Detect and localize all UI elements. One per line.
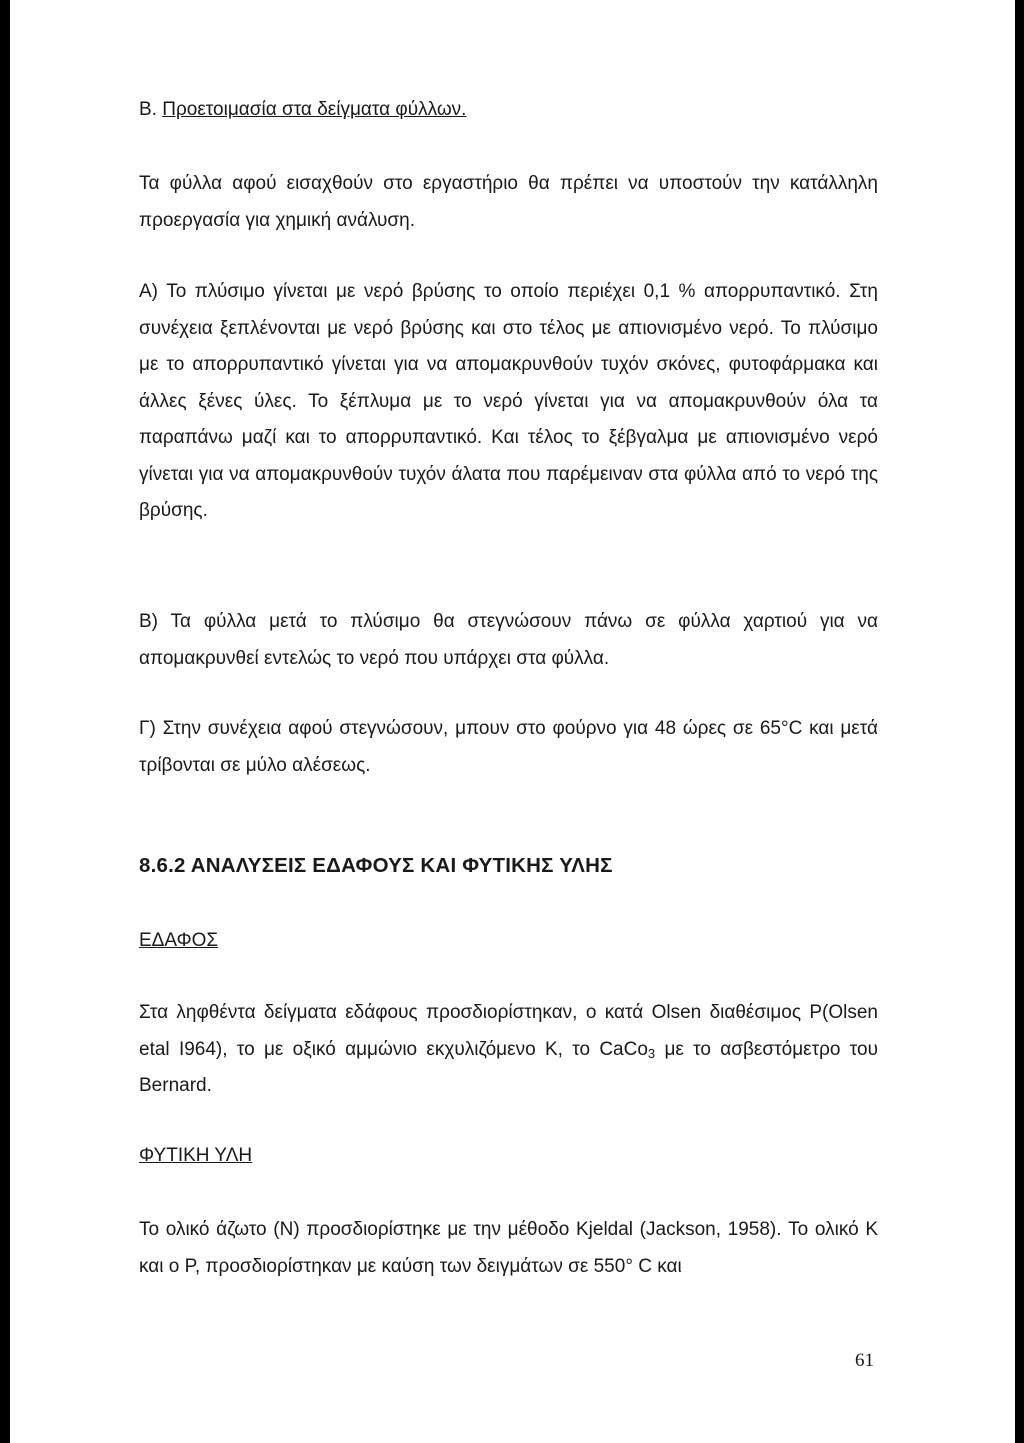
page-number: 61 <box>855 1350 874 1371</box>
soil-subscript: 3 <box>647 1045 656 1061</box>
soil-paragraph <box>139 995 878 1105</box>
soil-text-end: με το ασβεστόμετρο του Bernard. <box>139 1038 878 1096</box>
step-c-paragraph: Γ) Στην συνέχεια αφού στεγνώσουν, μπουν στο φούρνο για 48 ώρες σε 65°C και μετά τρίβονται σε μύλο αλέσεως. <box>139 718 878 776</box>
document-page <box>10 0 1015 1443</box>
plant-title: ΦΥΤΙΚΗ ΥΛΗ <box>139 1145 253 1166</box>
plant-paragraph: Το ολικό άζωτο (Ν) προσδιορίστηκε με την μέθοδο Kjeldal (Jackson, 1958). Το ολικό Κ και ο Ρ, προσδιορίστηκαν με καύση των δειγμάτων σε 550° C και <box>139 1219 878 1277</box>
soil-text-start: Στα ληφθέντα δείγματα εδάφους προσδιορίστηκαν, ο κατά Olsen διαθέσιμος P(Olsen etal I964), το με οξικό αμμώνιο εκχυλιζόμενο Κ, το CaCo <box>139 1002 878 1060</box>
step-a-paragraph: Α) Το πλύσιμο γίνεται με νερό βρύσης το οποίο περιέχει 0,1 % απορρυπαντικό. Στη συνέχεια ξεπλένονται με νερό βρύσης και στο τέλος με απιονισμένο νερό. Το πλύσιμο με το απορρυπαντικό γίνεται για να απομακρυνθούν τυχόν σκόνες, φυτοφάρμακα και άλλες ξένες ύλες. Το ξέπλυμα με το νερό γίνεται για να απομακρυνθούν όλα τα παραπάνω μαζί και το απορρυπαντικό. Και τέλος το ξέβγαλμα με απιονισμένο νερό γίνεται για να απομακρυνθούν τυχόν άλατα που παρέμειναν στα φύλλα από το νερό της βρύσης. <box>139 281 878 521</box>
section-heading: 8.6.2 ΑΝΑΛΥΣΕΙΣ ΕΔΑΦΟΥΣ ΚΑΙ ΦΥΤΙΚΗΣ ΥΛΗΣ <box>139 854 613 877</box>
section-b-label: B. <box>139 99 157 120</box>
section-b-title: Προετοιμασία στα δείγματα φύλλων. <box>162 99 467 120</box>
section-b-heading <box>139 92 878 129</box>
step-b-paragraph: Β) Τα φύλλα μετά το πλύσιμο θα στεγνώσουν πάνω σε φύλλα χαρτιού για να απομακρυνθεί εντελώς το νερό που υπάρχει στα φύλλα. <box>139 611 878 669</box>
soil-title: ΕΔΑΦΟΣ <box>139 930 219 951</box>
intro-paragraph: Τα φύλλα αφού εισαχθούν στο εργαστήριο θα πρέπει να υποστούν την κατάλληλη προεργασία για χημική ανάλυση. <box>139 173 878 231</box>
